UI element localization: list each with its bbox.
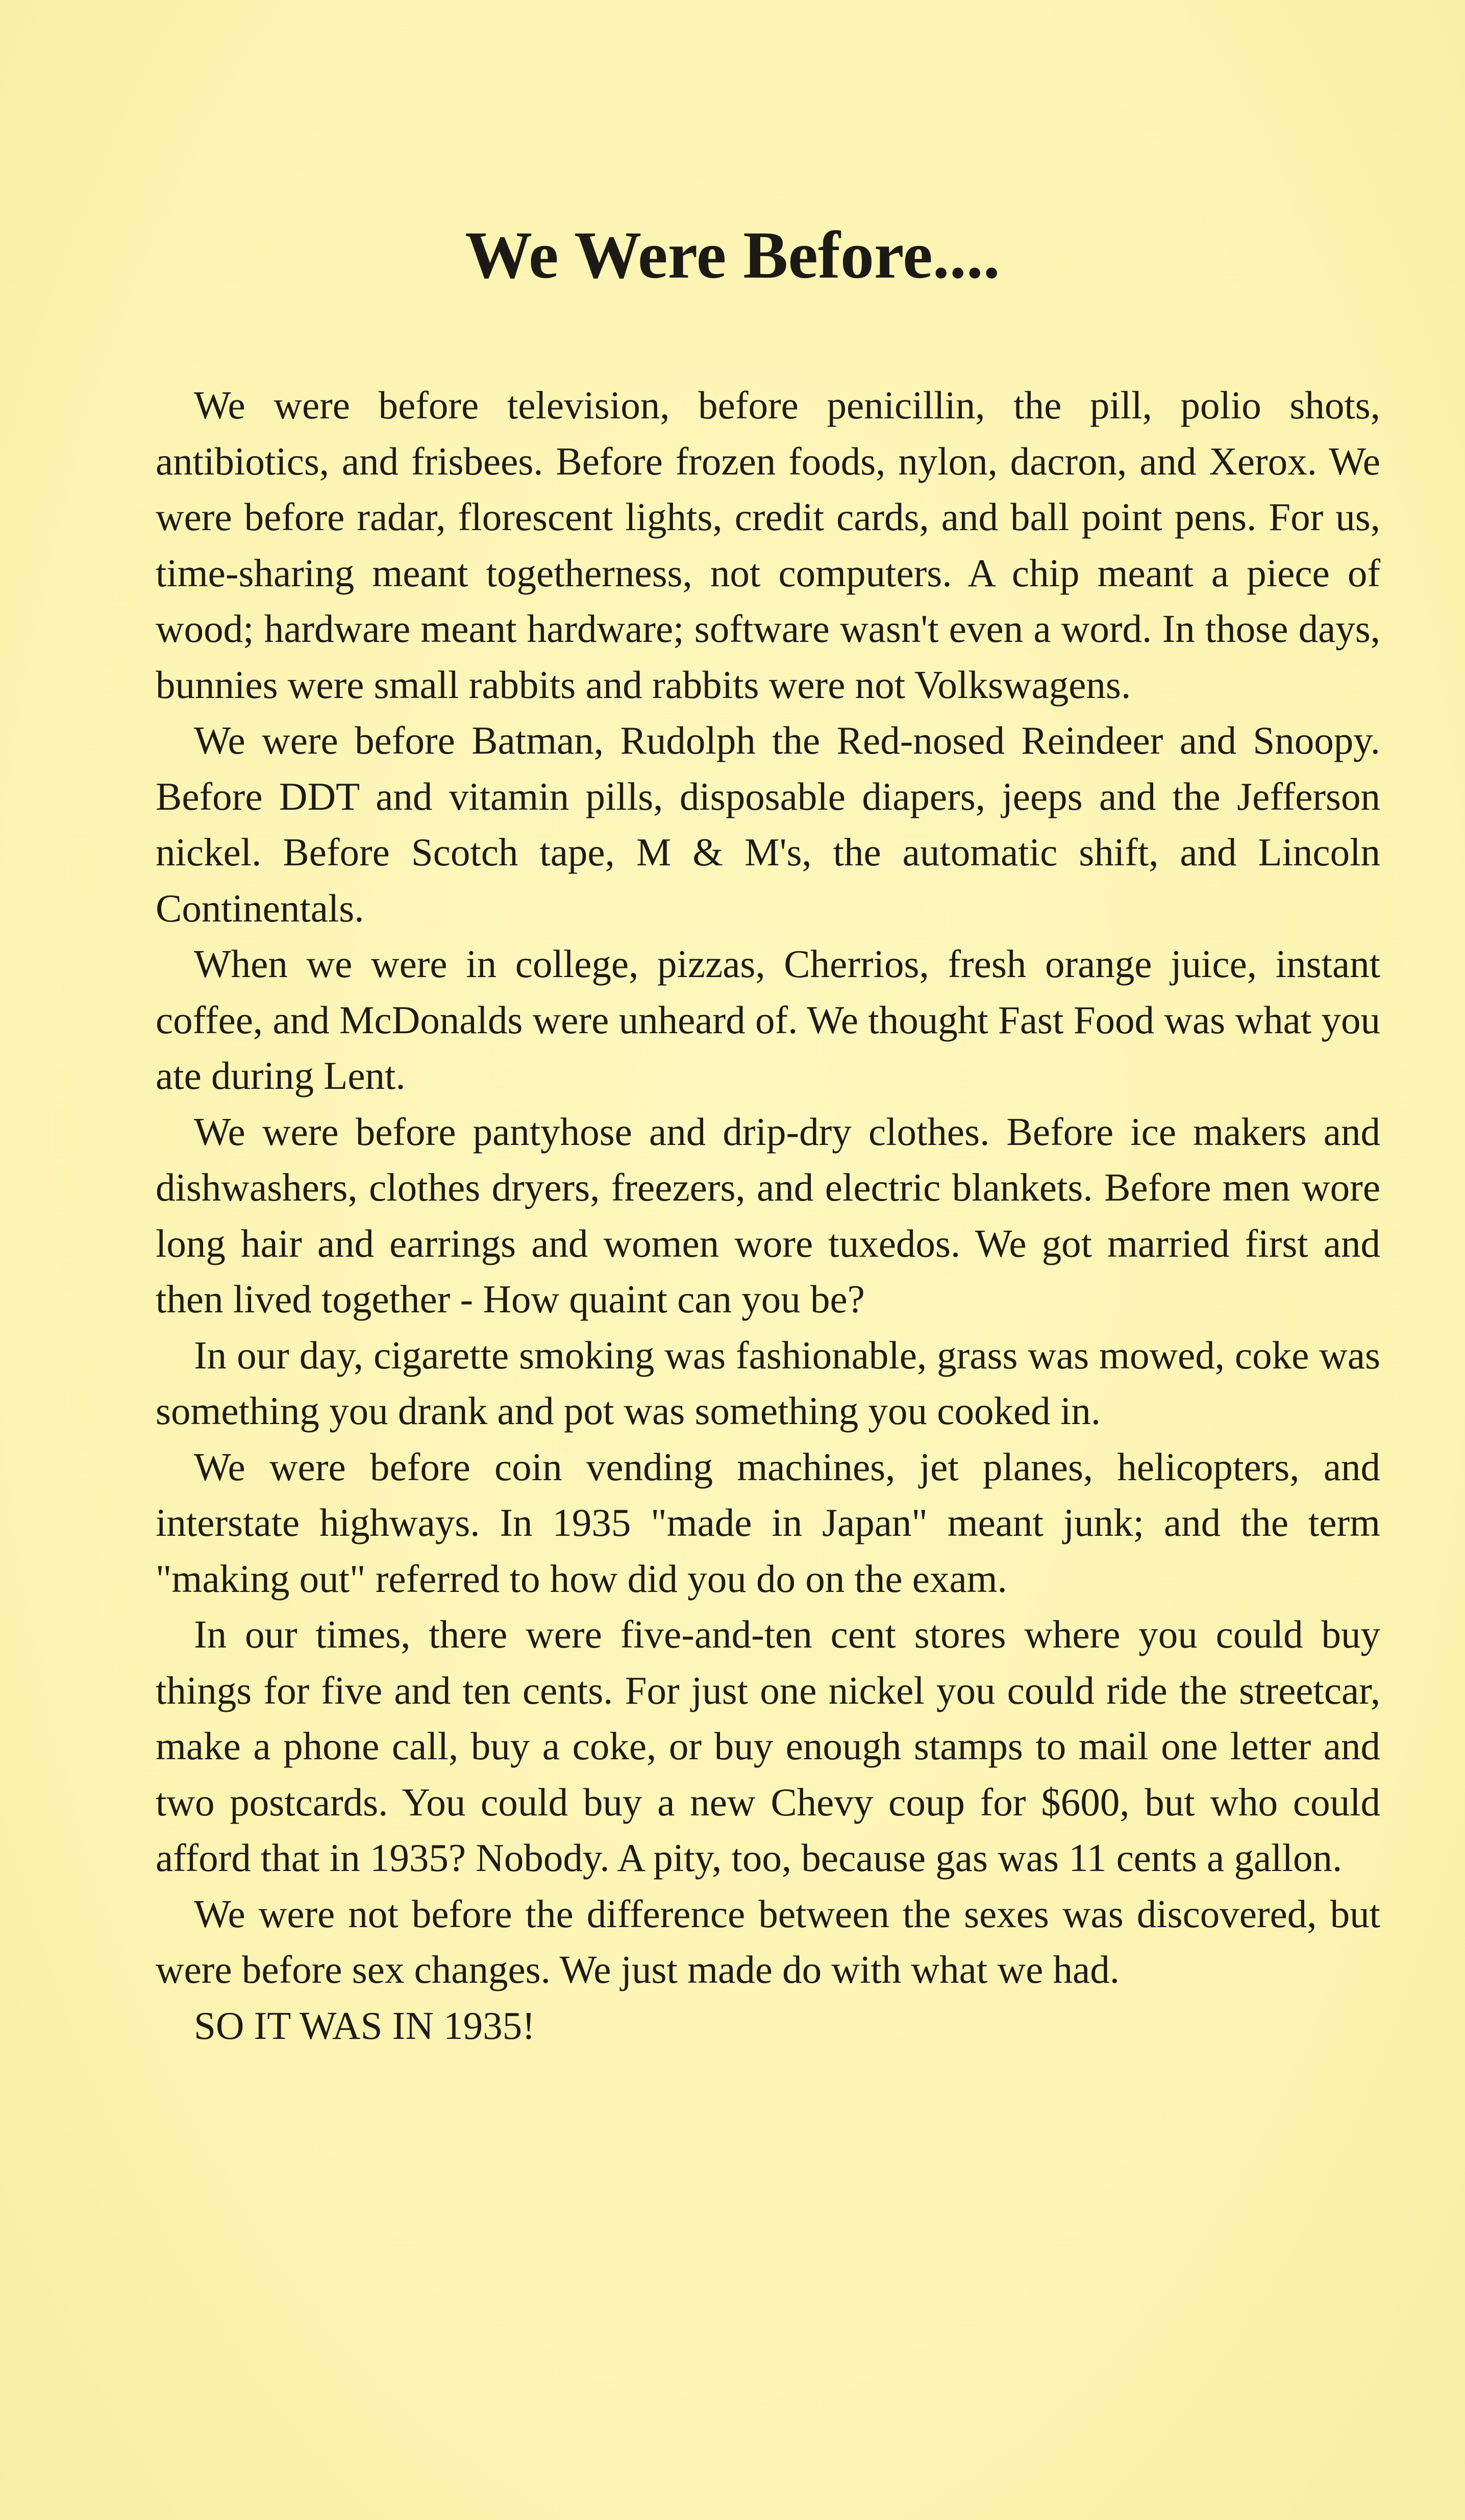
document-body: [156, 378, 1380, 2054]
paragraph: In our day, cigarette smoking was fashionable, grass was mowed, coke was something you drank and pot was something you cooked in.: [156, 1333, 1380, 1433]
paragraph: We were before Batman, Rudolph the Red-nosed Reindeer and Snoopy. Before DDT and vitamin pills, disposable diapers, jeeps and the Jefferson nickel. Before Scotch tape, M & M's, the automatic shift, and Lincoln Continentals.: [156, 718, 1380, 930]
paragraph: We were before coin vending machines, jet planes, helicopters, and interstate highways. In 1935 "made in Japan" meant junk; and the term "making out" referred to how did you do on the exam.: [156, 1444, 1380, 1601]
page-title: We Were Before....: [465, 217, 1000, 292]
paragraph: We were before pantyhose and drip-dry clothes. Before ice makers and dishwashers, clothes dryers, freezers, and electric blankets. Before men wore long hair and earrings and women wore tuxedos. We got married first and then lived together - How quaint can you be?: [156, 1109, 1380, 1321]
paragraph: When we were in college, pizzas, Cherrios, fresh orange juice, instant coffee, and McDonalds were unheard of. We thought Fast Food was what you ate during Lent.: [156, 942, 1380, 1097]
paragraph: We were before television, before penicillin, the pill, polio shots, antibiotics, and frisbees. Before frozen foods, nylon, dacron, and Xerox. We were before radar, florescent lights, credit cards, and ball point pens. For us, time-sharing meant togetherness, not computers. A chip meant a piece of wood; hardware meant hardware; software wasn't even a word. In those days, bunnies were small rabbits and rabbits were not Volkswagens.: [156, 383, 1380, 707]
paragraph: We were not before the difference between the sexes was discovered, but were before sex changes. We just made do with what we had.: [156, 1891, 1380, 1991]
paragraph: In our times, there were five-and-ten cent stores where you could buy things for five and ten cents. For just one nickel you could ride the streetcar, make a phone call, buy a coke, or buy enough stamps to mail one letter and two postcards. You could buy a new Chevy coup for $600, but who could afford that in 1935? Nobody. A pity, too, because gas was 11 cents a gallon.: [156, 1612, 1380, 1880]
closing-line: SO IT WAS IN 1935!: [194, 2003, 535, 2048]
